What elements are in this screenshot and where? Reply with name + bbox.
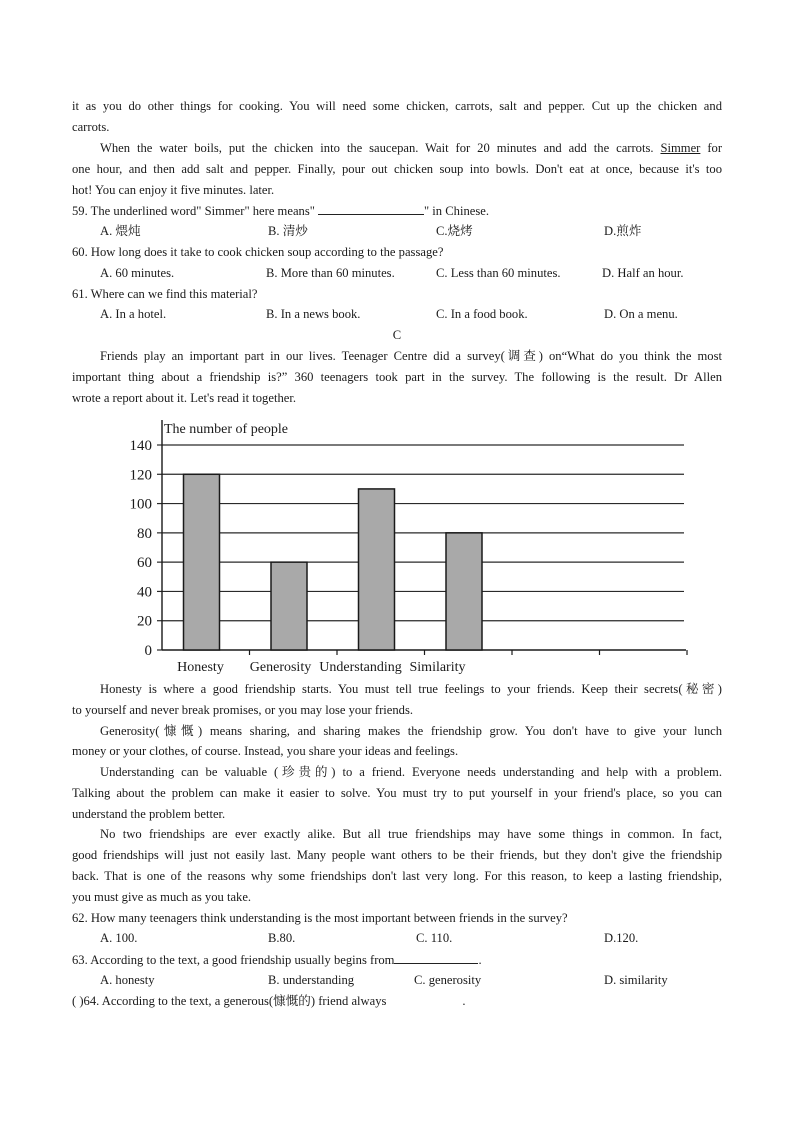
question-62-stem: 62. How many teenagers think understanding is the most important between friends in the survey? <box>72 911 568 925</box>
question-59-stem <box>72 202 722 220</box>
passage-line: it as you do other things for cooking. You will need some chicken, carrots, salt and pepper. Cut up the chicken and <box>72 99 722 113</box>
answer-blank[interactable] <box>394 951 478 964</box>
report-line: Talking about the problem can make it easier to solve. You must try to put yourself in your friend's place, so you can <box>72 786 722 800</box>
report-line: Generosity(慷慨) means sharing, and sharing makes the friendship grow. You don't have to give your lunch <box>100 724 722 738</box>
report-line: you must give as much as you take. <box>72 890 252 904</box>
report-line: back. That is one of the reasons why some friendships don't last very long. For this reason, to keep a lasting friendship, <box>72 869 722 883</box>
intro-line: Friends play an important part in our lives. Teenager Centre did a survey(调查) on“What do you think the most <box>100 349 722 363</box>
q63-option-a[interactable]: A. honesty <box>100 973 155 987</box>
chart-y-tick-label: 20 <box>137 613 152 630</box>
intro-line: wrote a report about it. Let's read it together. <box>72 391 296 405</box>
passage-line: carrots. <box>72 120 110 134</box>
q63-option-c[interactable]: C. generosity <box>414 973 482 987</box>
q63-option-d[interactable]: D. similarity <box>604 973 668 987</box>
q61-option-c[interactable]: C. In a food book. <box>436 307 528 321</box>
q60-option-d[interactable]: D. Half an hour. <box>602 266 684 280</box>
chart-bar <box>446 533 482 650</box>
report-line: Understanding can be valuable (珍贵的) to a friend. Everyone needs understanding and help with a problem. <box>100 765 722 779</box>
question-text: 59. The underlined word" Simmer" here means" <box>72 204 319 218</box>
chart-x-tick-label: Honesty <box>177 660 224 675</box>
intro-line: important thing about a friendship is?” 360 teenagers took part in the survey. The following is the result. Dr Allen <box>72 370 722 384</box>
q59-option-d[interactable]: D.煎炸 <box>604 224 642 238</box>
underlined-word-simmer: Simmer <box>660 141 701 155</box>
chart-axes <box>157 420 687 655</box>
q60-option-a[interactable]: A. 60 minutes. <box>100 266 175 280</box>
section-c-heading: C <box>392 328 402 342</box>
question-64-stem <box>72 993 722 1010</box>
report-line: Honesty is where a good friendship starts. You must tell true feelings to your friends. Keep their secrets(秘密) <box>100 682 722 696</box>
q61-option-d[interactable]: D. On a menu. <box>604 307 678 321</box>
chart-bar <box>184 474 220 650</box>
answer-blank[interactable] <box>318 202 424 215</box>
chart-y-tick-label: 100 <box>129 496 152 513</box>
q63-option-b[interactable]: B. understanding <box>268 973 355 987</box>
q59-option-a[interactable]: A. 煨炖 <box>100 224 141 238</box>
report-line: to yourself and never break promises, or you may lose your friends. <box>72 703 413 717</box>
chart-x-tick-label: Generosity <box>249 660 312 675</box>
question-63-stem <box>72 951 722 969</box>
passage-line: one hour, and then add salt and pepper. Finally, pour out chicken soup into bowls. Don't eat at once, because it's too <box>72 162 722 176</box>
survey-bar-chart <box>118 416 690 678</box>
q62-option-d[interactable]: D.120. <box>604 931 639 945</box>
report-line: understand the problem better. <box>72 807 226 821</box>
q59-option-c[interactable]: C.烧烤 <box>436 224 473 238</box>
report-line: No two friendships are ever exactly alike. But all true friendships may have some things in common. In fact, <box>100 827 722 841</box>
q62-option-a[interactable]: A. 100. <box>100 931 138 945</box>
chart-y-tick-label: 140 <box>129 438 152 454</box>
q60-option-b[interactable]: B. More than 60 minutes. <box>266 266 395 280</box>
chart-gridlines <box>162 445 684 621</box>
question-text: . <box>478 953 482 967</box>
answer-bracket[interactable]: ( ) <box>72 994 84 1008</box>
passage-text: for <box>707 141 723 155</box>
q62-option-b[interactable]: B.80. <box>268 931 296 945</box>
chart-x-tick-label: Understanding <box>319 660 402 675</box>
chart-x-tick-label: Similarity <box>409 660 466 675</box>
q62-option-c[interactable]: C. 110. <box>416 931 453 945</box>
chart-y-axis-title: The number of people <box>164 422 289 437</box>
q59-option-b[interactable]: B. 清炒 <box>268 224 308 238</box>
q60-option-c[interactable]: C. Less than 60 minutes. <box>436 266 561 280</box>
passage-text: When the water boils, put the chicken into the saucepan. Wait for 20 minutes and add the carrots. <box>100 141 654 155</box>
passage-line <box>100 140 722 157</box>
question-text: 64. According to the text, a generous(慷慨的) friend always <box>83 994 387 1008</box>
question-61-stem: 61. Where can we find this material? <box>72 287 258 301</box>
question-text: 63. According to the text, a good friendship usually begins from <box>72 953 395 967</box>
question-text: . <box>462 994 466 1008</box>
chart-y-tick-label: 40 <box>137 584 152 601</box>
question-text: " in Chinese. <box>424 204 489 218</box>
question-60-stem: 60. How long does it take to cook chicken soup according to the passage? <box>72 245 444 259</box>
chart-y-tick-label: 80 <box>137 525 152 542</box>
chart-y-tick-label: 60 <box>137 555 152 572</box>
report-line: good friendships will just not easily last. Many people want others to be their friends, but they don't give the friendship <box>72 848 722 862</box>
q61-option-a[interactable]: A. In a hotel. <box>100 307 167 321</box>
q61-option-b[interactable]: B. In a news book. <box>266 307 361 321</box>
passage-line: hot! You can enjoy it five minutes. later. <box>72 183 275 197</box>
chart-bar <box>359 489 395 650</box>
report-line: money or your clothes, of course. Instead, you share your ideas and feelings. <box>72 744 459 758</box>
chart-y-tick-label: 0 <box>144 643 152 659</box>
chart-y-tick-label: 120 <box>129 467 152 484</box>
chart-bar <box>271 562 307 650</box>
